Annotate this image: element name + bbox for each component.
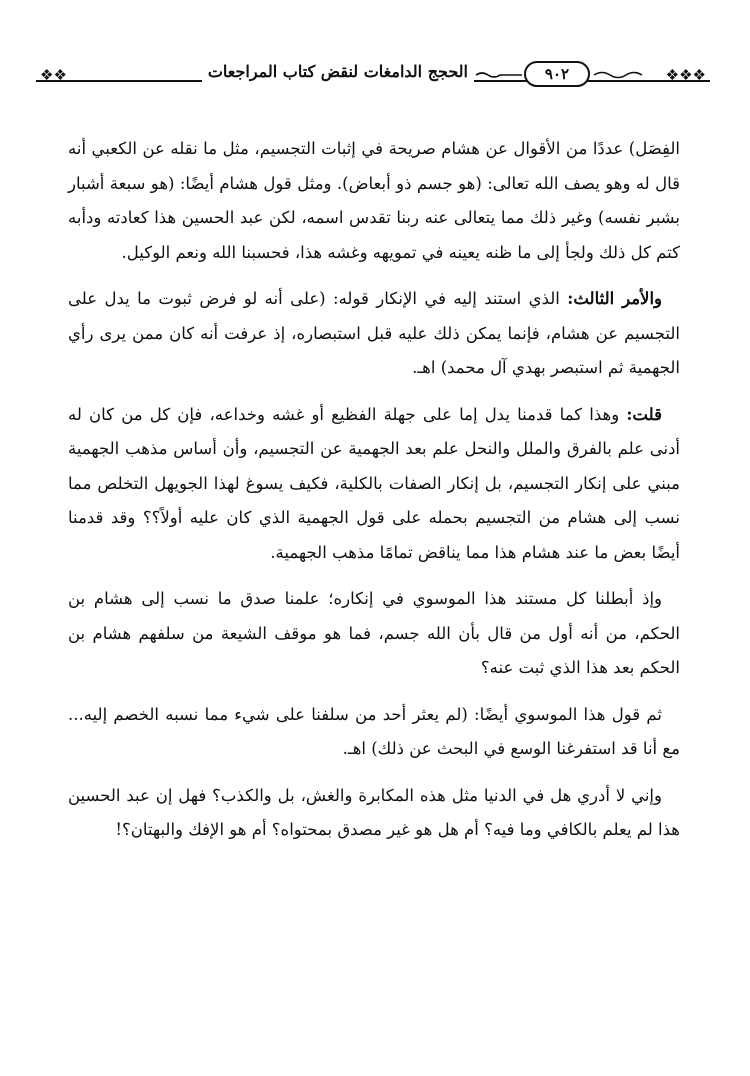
page-number: ٩٠٢: [524, 61, 590, 87]
paragraph-text: ثم قول هذا الموسوي أيضًا: (لم يعثر أحد من سلفنا على شيء مما نسبه الخصم إليه... مع أنا قد استفرغنا الوسع في البحث عن ذلك) اهـ.: [68, 704, 680, 758]
paragraph-lead: والأمر الثالث:: [567, 289, 662, 308]
flourish-left-icon: [474, 70, 524, 80]
running-header: [36, 58, 710, 92]
paragraph: [68, 779, 680, 848]
paragraph-text: وهذا كما قدمنا يدل إما على جهلة الفظيع أو غشه وخداعه، فإن كل من كان له أدنى علم بالفرق والملل والنحل علم بعد الجهمية عن التجسيم، وأن أساس مذهب الجهمية مبني على إنكار التجسيم، بل إنكار الصفات بالكلية، فكيف يسوغ لهذا الجويهل التخلص مما نسب إلى هشام من التجسيم بحمله على قول الجهمية الذي كان عليه أولاً؟؟ وقد قدمنا أيضًا بعض ما عند هشام هذا مما يناقض تمامًا مذهب الجهمية.: [68, 404, 680, 562]
paragraph: [68, 398, 680, 571]
paragraph: [68, 582, 680, 686]
paragraph: [68, 698, 680, 767]
paragraph-text: الفِصَل) عددًا من الأقوال عن هشام صريحة في إثبات التجسيم، مثل ما نقله عن الكعبي أنه قال له وهو يصف الله تعالى: (هو جسم ذو أبعاض). ومثل قول هشام أيضًا: (هو سبعة أشبار بشبر نفسه) وغير ذلك مما يتعالى عنه ربنا تقدس اسمه، لكن عبد الحسين هذا كعادته ودأبه كتم كل ذلك ولجأ إلى ما ظنه يعينه في تمويهه وغشه هذا، فحسبنا الله ونعم الوكيل.: [68, 139, 680, 262]
flourish-right-icon: [592, 70, 644, 80]
paragraph: [68, 132, 680, 270]
paragraph-lead: قلت:: [626, 404, 662, 424]
ornament-right-icon: ❖❖❖: [665, 66, 706, 84]
paragraph-text: الذي استند إليه في الإنكار قوله: (على أنه لو فرض ثبوت ما يدل على التجسيم عن هشام، فإنما يمكن ذلك عليه قبل استبصاره، إذ عرفت أنه كان ممن يرى رأي الجهمية ثم استبصر بهدي آل محمد) اهـ.: [68, 289, 680, 377]
ornament-left-icon: ❖❖: [40, 66, 67, 84]
paragraph-text: وإني لا أدري هل في الدنيا مثل هذه المكابرة والغش، بل والكذب؟ فهل إن عبد الحسين هذا لم يعلم بالكافي وما فيه؟ أم هل هو غير مصدق بمحتواه؟ أم هو الإفك والبهتان؟!: [68, 785, 680, 839]
paragraph-text: وإذ أبطلنا كل مستند هذا الموسوي في إنكاره؛ علمنا صدق ما نسب إلى هشام بن الحكم، من أنه أول من قال بأن الله جسم، فما هو موقف الشيعة من سلفهم هشام بن الحكم بعد هذا الذي ثبت عنه؟: [68, 589, 680, 677]
paragraph: [68, 282, 680, 386]
page-body: [68, 132, 680, 860]
book-title: الحجج الدامغات لنقض كتاب المراجعات: [202, 60, 474, 84]
